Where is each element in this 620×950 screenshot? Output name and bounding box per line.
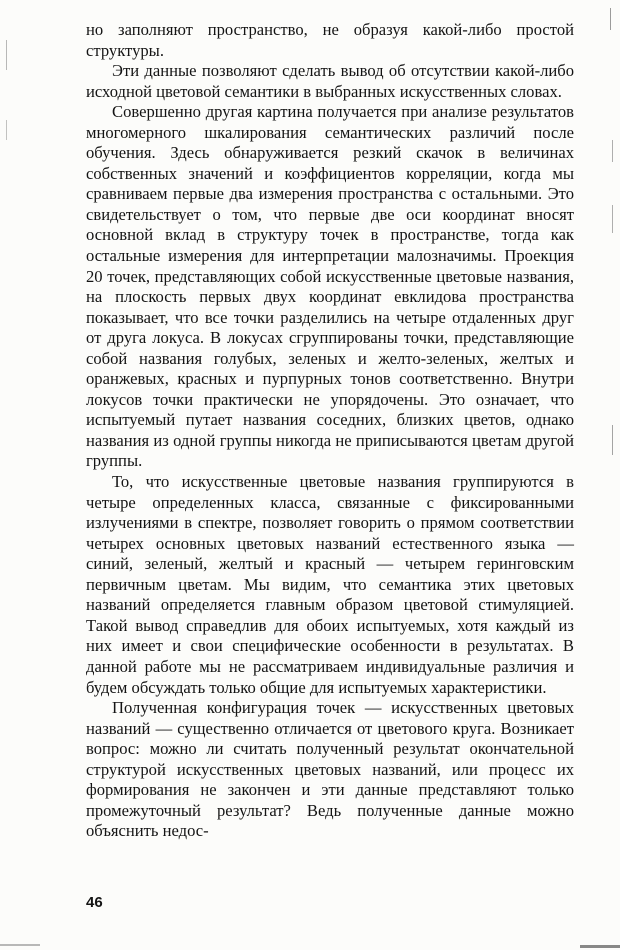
paragraph-3: Совершенно другая картина получается при анализе результатов многомерного шкалирования семантических различий после обучения. Здесь обнаруживается резкий скачок в величинах собственных значений и коэффициентов корреляции, когда мы сравниваем первые два измерения пространства с остальными. Это свидетельствует о том, что первые две оси координат вносят основной вклад в структуру точек в пространстве, тогда как остальные измерения для интерпретации малозначимы. Проекция 20 точек, представляющих собой искусственные цветовые названия, на плоскость первых двух координат евклидова пространства показывает, что все точки разделились на четыре отдаленных друг от друга локуса. В локусах сгруппированы точки, представляющие собой названия голубых, зеленых и желто-зеленых, желтых и оранжевых, красных и пурпурных тонов соответственно. Внутри локусов точки практически не упорядочены. Это означает, что испытуемый путает названия соседних, близких цветов, однако названия из одной группы никогда не приписываются цветам другой группы. <box>86 102 574 471</box>
scan-artifact-left <box>6 40 7 70</box>
scan-artifact-right <box>612 205 613 233</box>
paragraph-1: но заполняют пространство, не образуя какой-либо простой структуры. <box>86 20 574 60</box>
scan-artifact-bottom <box>0 944 40 946</box>
page-number: 46 <box>86 894 103 911</box>
paragraph-4: То, что искусственные цветовые названия группируются в четыре определенных класса, связанные с фиксированными излучениями в спектре, позволяет говорить о прямом соответствии четырех основных цветовых названий естественного языка — синий, зеленый, желтый и красный — четырем геринговским первичным цветам. Мы видим, что семантика этих цветовых названий определяется главным образом цветовой стимуляцией. Такой вывод справедлив для обоих испытуемых, хотя каждый из них имеет и свои специфические особенности в результатах. В данной работе мы не рассматриваем индивидуальные различия и будем обсуждать только общие для испытуемых характеристики. <box>86 472 574 697</box>
body-text <box>86 20 574 842</box>
scan-artifact-bottom <box>580 945 620 948</box>
paragraph-2: Эти данные позволяют сделать вывод об отсутствии какой-либо исходной цветовой семантики в выбранных искусственных словах. <box>86 61 574 101</box>
scan-artifact-right <box>612 425 613 455</box>
scan-artifact-left <box>6 120 7 140</box>
paragraph-5: Полученная конфигурация точек — искусственных цветовых названий — существенно отличается от цветового круга. Возникает вопрос: можно ли считать полученный результат окончательной структурой искусственных цветовых названий, или процесс их формирования не закончен и эти данные представляют только промежуточный результат? Ведь полученные данные можно объяснить недос- <box>86 698 574 841</box>
scan-artifact-right <box>610 8 611 30</box>
scan-artifact-right <box>612 140 613 162</box>
